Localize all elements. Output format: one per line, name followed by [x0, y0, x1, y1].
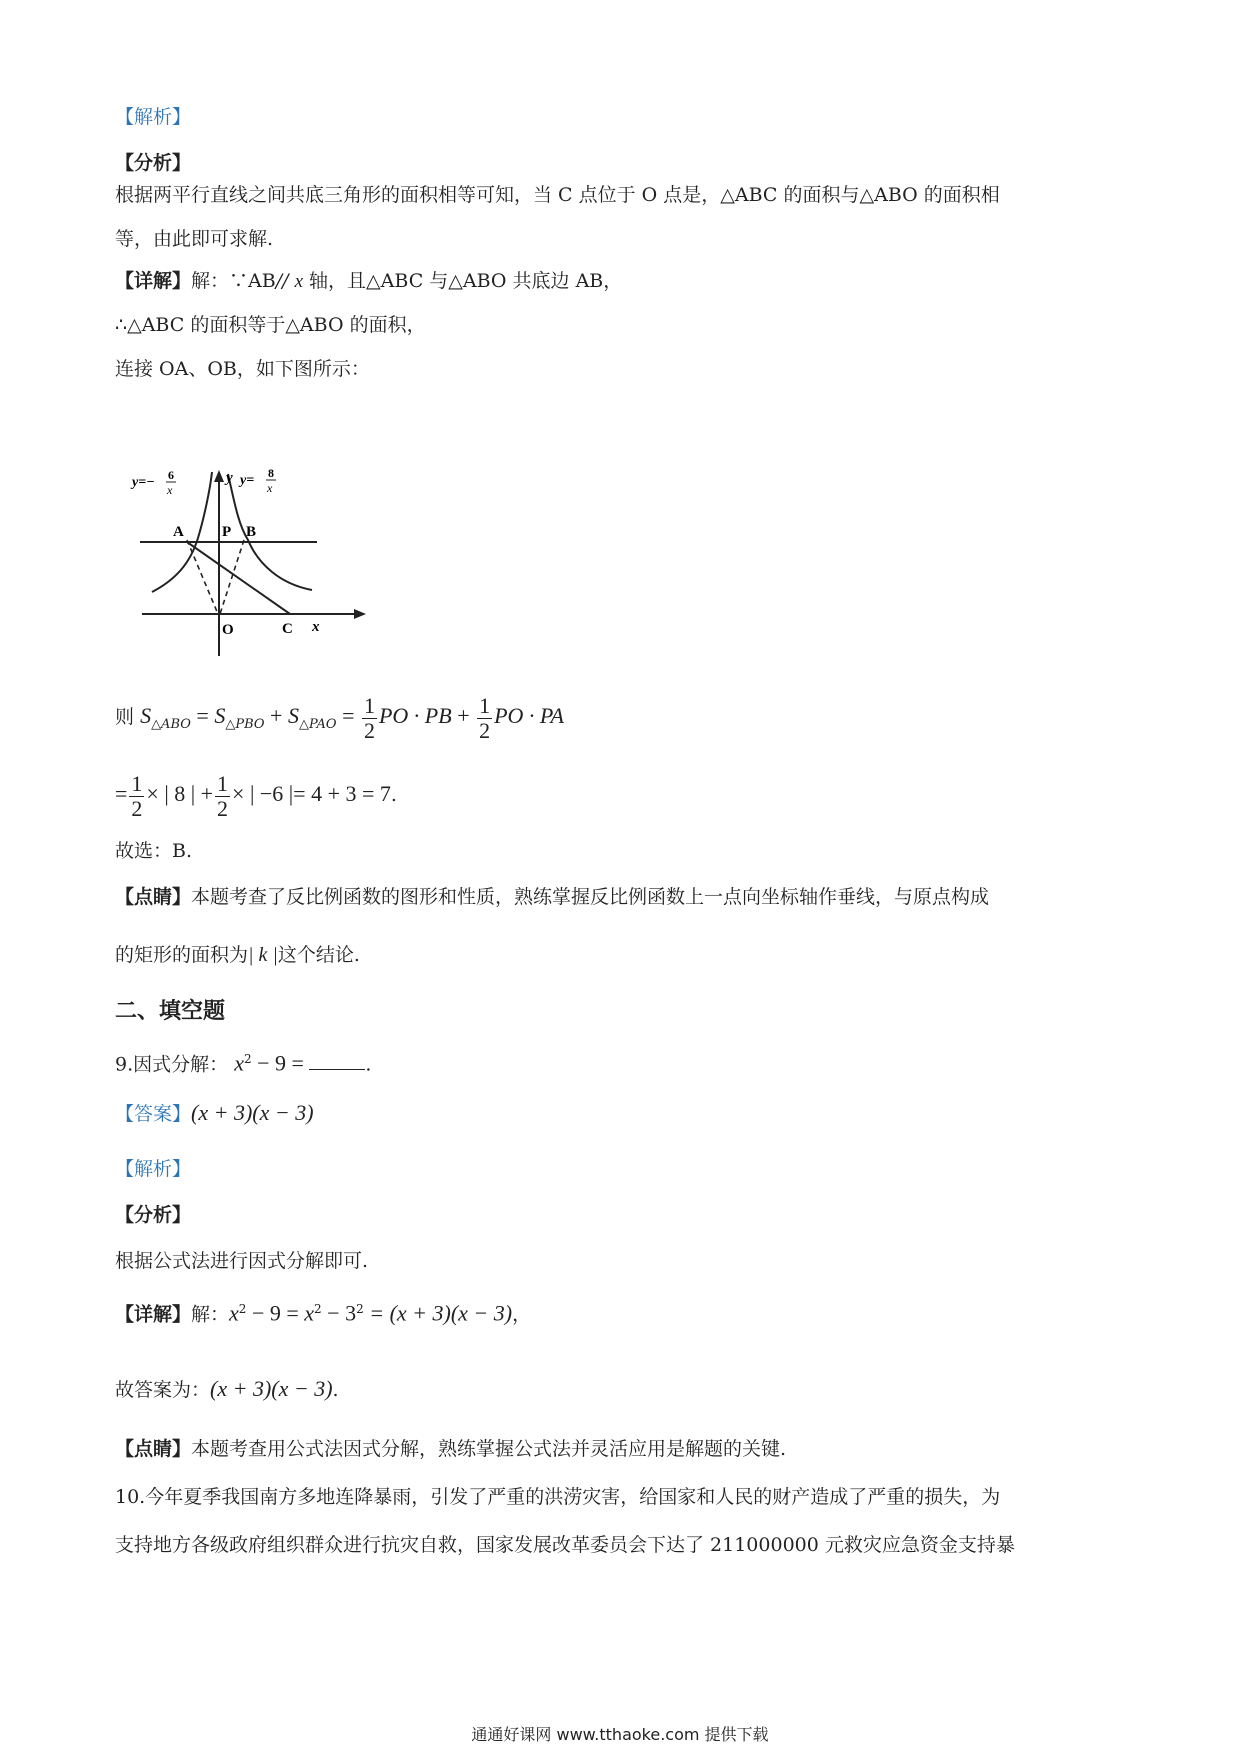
dianjing-label: 【点睛】: [115, 886, 192, 908]
q9-stem-text: 9.因式分解：: [115, 1053, 229, 1076]
q9-dianjing-text: 本题考查用公式法因式分解，熟练掌握公式法并灵活应用是解题的关键.: [191, 1438, 787, 1460]
eq1-sub1: △ABO: [151, 716, 191, 732]
eq1-plus: +: [264, 703, 288, 728]
eq1-term-1: PO · PB: [378, 703, 452, 728]
dianjing-text-2c: 这个结论.: [277, 944, 360, 966]
eq1-s2: S: [214, 703, 226, 728]
label-right-func-num: 8: [268, 466, 274, 480]
q9-detail-label: 【详解】: [115, 1303, 192, 1326]
jiexi-label: 【解析】: [115, 106, 192, 128]
eq1-sub3: △PAO: [298, 716, 337, 732]
y-axis-arrow: [214, 470, 224, 482]
x-axis-arrow: [354, 609, 366, 619]
label-x: x: [312, 619, 320, 635]
label-c: C: [282, 621, 293, 637]
label-left-func-num: 6: [168, 468, 174, 482]
q9-detail-line: [115, 1296, 1135, 1327]
detail-label: 【详解】: [115, 270, 192, 292]
q9-dianjing-label: 【点睛】: [115, 1438, 192, 1460]
dianjing-line-2: [115, 942, 1135, 968]
label-right-func: y=: [240, 473, 255, 488]
eq1-eq: =: [190, 703, 215, 728]
q9-detail-prefix: 解：: [191, 1303, 230, 1326]
analysis-text-2: 等，由此即可求解.: [115, 228, 274, 250]
q9-detail-x1: x: [229, 1300, 239, 1326]
equation-1: [115, 690, 1135, 742]
label-b: B: [246, 524, 257, 540]
q9-sup: 2: [243, 1052, 252, 1066]
q9-detail-expr2: − 9 =: [246, 1300, 305, 1326]
detail-line-1: [115, 268, 1135, 295]
parallel-symbol: //: [275, 270, 289, 292]
eq1-term-2: PO · PA: [494, 703, 564, 728]
label-left-func-den: x: [167, 483, 173, 497]
q9-detail-sup2: 2: [314, 1302, 322, 1316]
eq1-plus2: +: [451, 703, 476, 728]
label-y: y: [226, 470, 233, 486]
q9-stem: [115, 1046, 1135, 1077]
detail-text-cont: 轴，且△ABC 与△ABO 共底边 AB，: [303, 270, 623, 292]
section-title: 二、填空题: [115, 998, 226, 1024]
q9-x: x: [234, 1050, 244, 1076]
q9-answer-line: [115, 1100, 1135, 1127]
label-p: P: [222, 524, 232, 540]
q10-line-2: 支持地方各级政府组织群众进行抗灾自救，国家发展改革委员会下达了 211000000 元救灾应急资金支持暴: [115, 1534, 1015, 1556]
dianjing-text-1: 本题考查了反比例函数的图形和性质，熟练掌握反比例函数上一点向坐标轴作垂线，与原点构成: [191, 886, 990, 908]
fenxi-label: 【分析】: [115, 152, 192, 174]
choice-line: 故选：B.: [115, 840, 193, 862]
eq2-half-1: $\frac{1}{2}$: [131, 770, 143, 821]
eq1-sub2: △PBO: [225, 716, 265, 732]
q10-line-1: 10.今年夏季我国南方多地连降暴雨，引发了严重的洪涝灾害，给国家和人民的财产造成了严重的损失，为: [115, 1486, 1001, 1508]
answer-blank: [309, 1051, 365, 1070]
detail-text: 解：∵AB: [191, 270, 276, 292]
segment-oa: [187, 540, 218, 614]
label-left-func: y=−: [132, 475, 155, 490]
eq2-half-2: $\frac{1}{2}$: [217, 770, 229, 821]
eq2-part-a: × | 8 | +: [146, 781, 214, 806]
label-o: O: [222, 622, 234, 638]
q9-jiexi-label: 【解析】: [115, 1158, 192, 1180]
dianjing-text-2a: 的矩形的面积为: [115, 944, 249, 966]
q9-final-end: .: [332, 1379, 339, 1401]
hyperbola-figure: [132, 466, 372, 664]
q9-detail-end: ，: [512, 1303, 532, 1326]
q9-detail-sup1: 2: [238, 1302, 247, 1316]
q9-detail-expr4: − 3: [321, 1300, 357, 1326]
q9-final-prefix: 故答案为：: [115, 1379, 211, 1401]
eq1-half-2: $\frac{1}{2}$: [479, 692, 491, 743]
q9-answer: (x + 3)(x − 3): [191, 1100, 314, 1125]
analysis-text-1: 根据两平行直线之间共底三角形的面积相等可知，当 C 点位于 O 点是，△ABC 的面积与△ABO 的面积相: [115, 184, 1000, 206]
eq1-s1: S: [140, 703, 152, 728]
detail-line-2: ∴△ABC 的面积等于△ABO 的面积，: [115, 314, 426, 336]
q9-expr-rest: − 9 =: [251, 1050, 310, 1076]
dianjing-line-1: [115, 884, 1135, 910]
eq1-half-1: $\frac{1}{2}$: [363, 692, 375, 743]
eq1-eq2: =: [336, 703, 360, 728]
equation-2: [115, 768, 1135, 820]
eq2-eq: =: [115, 781, 128, 806]
detail-line-3: 连接 OA、OB，如下图所示：: [115, 358, 370, 380]
q9-fenxi-label: 【分析】: [115, 1204, 192, 1226]
q9-detail-x2: x: [304, 1300, 315, 1326]
segment-ob: [220, 540, 244, 614]
eq2-part-b: × | −6 |= 4 + 3 = 7: [232, 781, 391, 806]
label-right-func-den: x: [267, 481, 273, 495]
q9-detail-expr5: = (x + 3)(x − 3): [363, 1300, 513, 1326]
q9-dianjing-line: [115, 1436, 1135, 1462]
eq1-prefix: 则: [115, 706, 135, 728]
segment-ac: [187, 542, 290, 614]
eq1-s3: S: [287, 703, 299, 728]
footer-credit: 通通好课网 www.tthaoke.com 提供下载: [471, 1725, 769, 1744]
q9-detail-sup3: 2: [356, 1302, 364, 1316]
q9-period: .: [365, 1053, 372, 1076]
q9-final-expr: (x + 3)(x − 3): [210, 1376, 333, 1401]
abs-k: | k |: [248, 944, 278, 966]
label-a: A: [173, 524, 184, 540]
eq2-end: .: [390, 784, 397, 806]
x-var: x: [294, 271, 303, 292]
q9-analysis: 根据公式法进行因式分解即可.: [115, 1250, 369, 1272]
q9-final-line: [115, 1376, 1135, 1403]
answer-label: 【答案】: [115, 1103, 192, 1125]
